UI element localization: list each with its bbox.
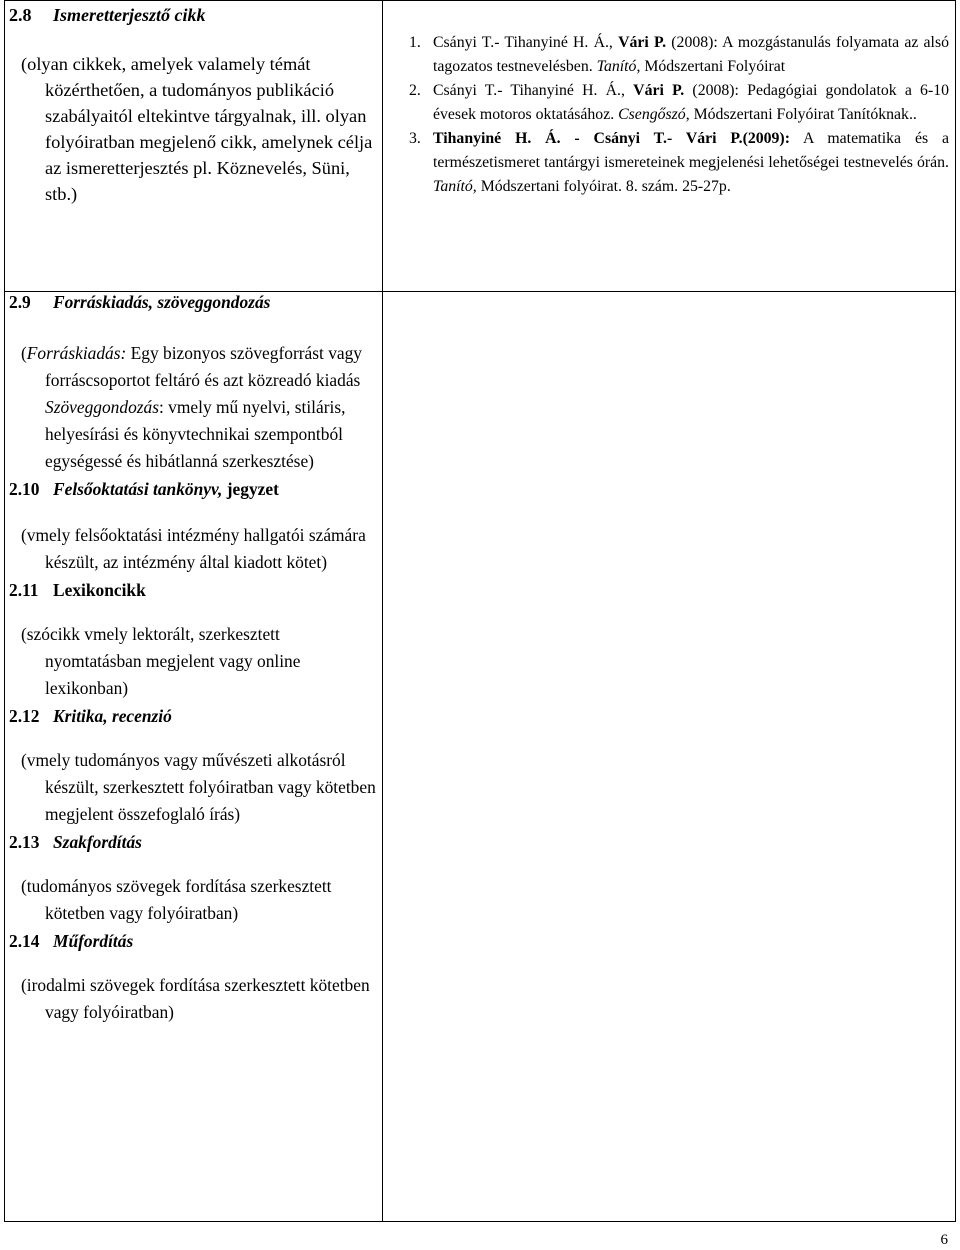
reference-title: A mozgástanulás folyamata az alsó tagozatos testnevelésben. <box>433 34 949 75</box>
reference-year: (2008): <box>684 82 739 99</box>
section-title: Szakfordítás <box>53 832 142 852</box>
section-heading <box>5 931 382 952</box>
section-number: 2.10 <box>9 479 40 499</box>
section-2-12 <box>5 706 382 828</box>
section-heading-2-8 <box>5 5 382 26</box>
reference-journal: Tanító <box>596 58 637 75</box>
section-number: 2.13 <box>9 832 40 852</box>
page-number: 6 <box>940 1232 948 1248</box>
section-number: 2.11 <box>9 580 39 600</box>
section-heading <box>5 580 382 601</box>
section-number: 2.14 <box>9 931 40 951</box>
section-description: (szócikk vmely lektorált, szerkesztett nyomtatásban megjelent vagy online lexikonban) <box>21 624 301 698</box>
reference-journal-rest: , Módszertani Folyóirat Tanítóknak.. <box>685 106 917 123</box>
section-description: (vmely tudományos vagy művészeti alkotásról készült, szerkesztett folyóiratban vagy kötetben megjelent összefoglaló írás) <box>21 750 376 824</box>
section-number: 2.8 <box>9 5 32 25</box>
section-heading <box>5 706 382 727</box>
reference-list <box>409 31 949 199</box>
reference-year: (2008): <box>666 34 718 51</box>
reference-journal: Csengőszó <box>618 106 686 123</box>
reference-highlighted-author: Vári P. <box>618 34 667 51</box>
section-2-13 <box>5 832 382 927</box>
section-title: Lexikoncikk <box>53 580 146 600</box>
reference-year: (2009): <box>742 130 790 147</box>
term: Szöveggondozás <box>45 397 159 417</box>
cell-other-categories <box>5 292 383 1222</box>
reference-item <box>409 127 949 199</box>
section-heading <box>5 832 382 853</box>
section-description: (olyan cikkek, amelyek valamely témát közérthetően, a tudományos publikáció szabályaitól eltekintve tárgyalnak, ill. olyan folyóiratban megjelenő cikk, amelynek célja az ismeretterjesztés pl. Köznevelés, Süni, stb.) <box>21 54 373 204</box>
reference-title: A matematika és a természetismeret tantárgyi ismereteinek megjelenési lehetőségei testnevelés órán. <box>433 130 949 171</box>
section-description: (tudományos szövegek fordítása szerkesztett kötetben vagy folyóiratban) <box>21 876 332 923</box>
section-number: 2.9 <box>9 292 31 312</box>
reference-number: 1. <box>409 34 421 51</box>
section-title-rest: jegyzet <box>222 479 279 499</box>
reference-authors: Csányi T.- Tihanyiné H. Á., <box>433 82 634 99</box>
section-description: (irodalmi szövegek fordítása szerkesztett kötetben vagy folyóiratban) <box>21 975 370 1022</box>
section-2-11 <box>5 580 382 702</box>
reference-number: 2. <box>409 82 421 99</box>
section-2-10 <box>5 479 382 576</box>
section-title: Kritika, recenzió <box>53 706 172 726</box>
reference-journal: Tanító, <box>433 178 477 195</box>
cell-references <box>383 1 956 292</box>
reference-title: Pedagógiai gondolatok a 6-10 évesek motoros oktatásához. <box>433 82 949 123</box>
section-heading <box>5 479 382 500</box>
section-2-14 <box>5 931 382 1026</box>
reference-authors: Tihanyiné H. Á. - Csányi T.- <box>433 130 686 147</box>
section-title: Felsőoktatási tankönyv, <box>53 479 223 499</box>
reference-number: 3. <box>409 130 421 147</box>
publication-category-table <box>4 0 956 1222</box>
cell-empty <box>383 292 956 1222</box>
reference-item <box>409 31 949 79</box>
section-number: 2.12 <box>9 706 40 726</box>
section-title: Forráskiadás, szöveggondozás <box>53 292 271 312</box>
cell-ismeretterjeszto-cikk <box>5 1 383 292</box>
reference-journal-rest: Módszertani folyóirat. 8. szám. 25-27p. <box>476 178 731 195</box>
reference-authors: Csányi T.- Tihanyiné H. Á., <box>433 34 619 51</box>
section-description: (Forráskiadás: Egy bizonyos szövegforrást vagy forráscsoportot feltáró és azt közreadó kiadás Szöveggondozás: vmely mű nyelvi, stiláris, helyesírási és könyvtechnikai szempontból egységessé és hibátlanná szerkesztése) <box>21 343 362 471</box>
reference-journal-rest: , Módszertani Folyóirat <box>636 58 786 75</box>
section-title: Műfordítás <box>53 931 134 951</box>
reference-highlighted-author: Vári P. <box>685 130 743 147</box>
reference-highlighted-author: Vári P. <box>633 82 685 99</box>
reference-item <box>409 79 949 127</box>
section-2-9 <box>5 292 382 475</box>
section-heading <box>5 292 382 313</box>
section-description: (vmely felsőoktatási intézmény hallgatói számára készült, az intézmény által kiadott kötet) <box>21 525 366 572</box>
term: Forráskiadás: <box>26 343 127 363</box>
section-title: Ismeretterjesztő cikk <box>53 5 206 25</box>
